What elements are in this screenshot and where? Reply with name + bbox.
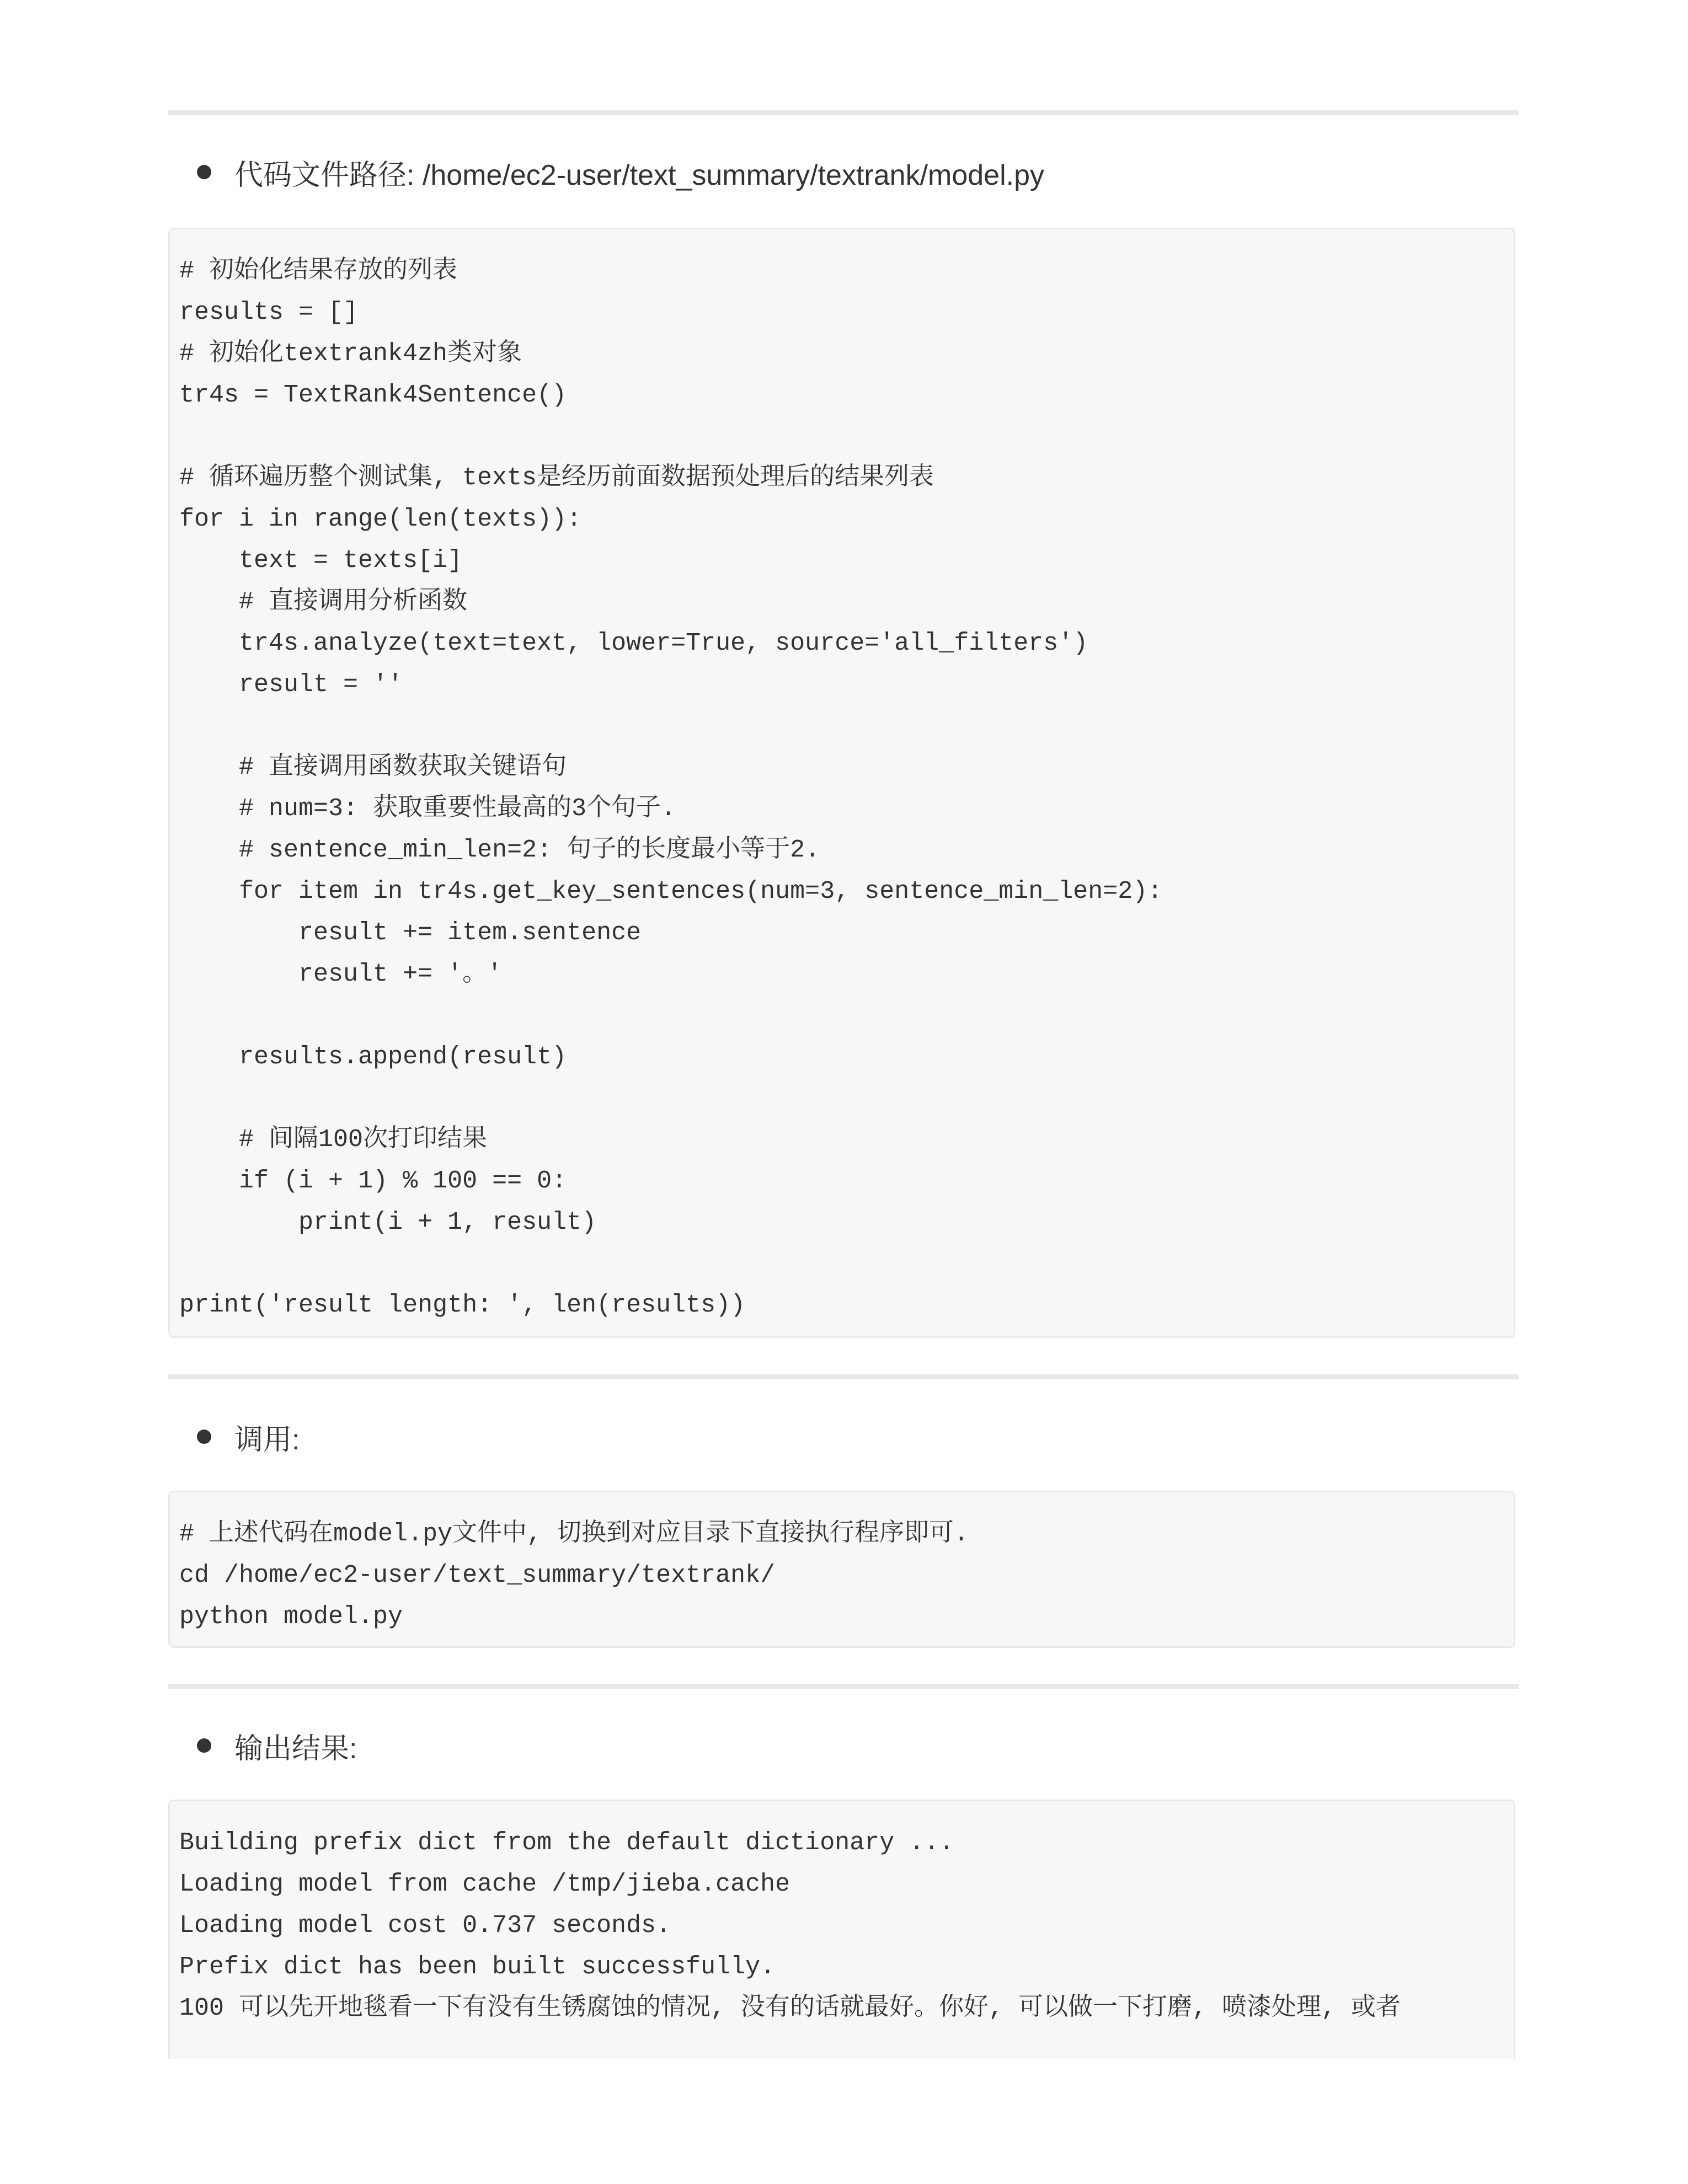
code-line: Building prefix dict from the default dictionary ... xyxy=(179,1829,954,1857)
list-item-output xyxy=(168,1723,1519,1768)
code-line: result += item.sentence xyxy=(179,919,642,947)
code-line: result = '' xyxy=(179,671,403,699)
code-line: Loading model cost 0.737 seconds. xyxy=(179,1912,671,1940)
code-line: text = texts[i] xyxy=(179,547,463,575)
code-line: Prefix dict has been built successfully. xyxy=(179,1953,776,1981)
code-line: # 上述代码在model.py文件中, 切换到对应目录下直接执行程序即可. xyxy=(179,1520,969,1548)
code-line: result += '。' xyxy=(179,960,503,988)
code-line: # 初始化结果存放的列表 xyxy=(179,257,458,285)
divider xyxy=(168,1684,1519,1689)
bullet-icon xyxy=(197,1738,211,1753)
code-line: Loading model from cache /tmp/jieba.cache xyxy=(179,1870,790,1898)
code-line: for i in range(len(texts)): xyxy=(179,505,582,533)
code-line: print(i + 1, result) xyxy=(179,1208,597,1236)
code-line: tr4s = TextRank4Sentence() xyxy=(179,381,567,409)
code-block-run xyxy=(168,1491,1515,1648)
code-line: # 间隔100次打印结果 xyxy=(179,1126,488,1154)
list-item-invocation xyxy=(168,1415,1519,1459)
bullet-icon xyxy=(197,165,211,179)
code-line xyxy=(179,1078,1514,1119)
code-line: # sentence_min_len=2: 句子的长度最小等于2. xyxy=(179,836,820,864)
code-line: # num=3: 获取重要性最高的3个句子. xyxy=(179,795,676,823)
code-line: # 循环遍历整个测试集, texts是经历前面数据预处理后的结果列表 xyxy=(179,464,934,492)
code-line: # 直接调用分析函数 xyxy=(179,588,468,616)
list-item-text: 输出结果: xyxy=(234,1732,357,1765)
list-item-text: 代码文件路径: /home/ec2-user/text_summary/textrank/model.py xyxy=(234,159,1045,191)
code-line: if (i + 1) % 100 == 0: xyxy=(179,1167,567,1195)
code-line xyxy=(179,416,1514,457)
code-line xyxy=(179,1243,1514,1284)
divider xyxy=(168,110,1519,115)
list-item-code-path xyxy=(168,150,1519,194)
code-line: cd /home/ec2-user/text_summary/textrank/ xyxy=(179,1561,776,1589)
code-line: results = [] xyxy=(179,298,359,326)
code-line: # 直接调用函数获取关键语句 xyxy=(179,753,567,781)
code-line: tr4s.analyze(text=text, lower=True, source='all_filters') xyxy=(179,629,1088,657)
code-block-output xyxy=(168,1800,1515,2059)
code-line xyxy=(179,705,1514,747)
code-block-model xyxy=(168,228,1515,1338)
code-line: python model.py xyxy=(179,1603,403,1631)
code-line: print('result length: ', len(results)) xyxy=(179,1291,746,1319)
code-line: 100 可以先开地毯看一下有没有生锈腐蚀的情况, 没有的话就最好。你好, 可以做一下打磨, 喷漆处理, 或者 xyxy=(179,1994,1401,2022)
bullet-icon xyxy=(197,1430,211,1444)
divider xyxy=(168,1374,1519,1379)
code-line xyxy=(179,995,1514,1036)
list-item-text: 调用: xyxy=(234,1423,300,1456)
code-line: # 初始化textrank4zh类对象 xyxy=(179,340,522,368)
code-line: for item in tr4s.get_key_sentences(num=3, sentence_min_len=2): xyxy=(179,877,1163,906)
code-line: results.append(result) xyxy=(179,1043,567,1071)
